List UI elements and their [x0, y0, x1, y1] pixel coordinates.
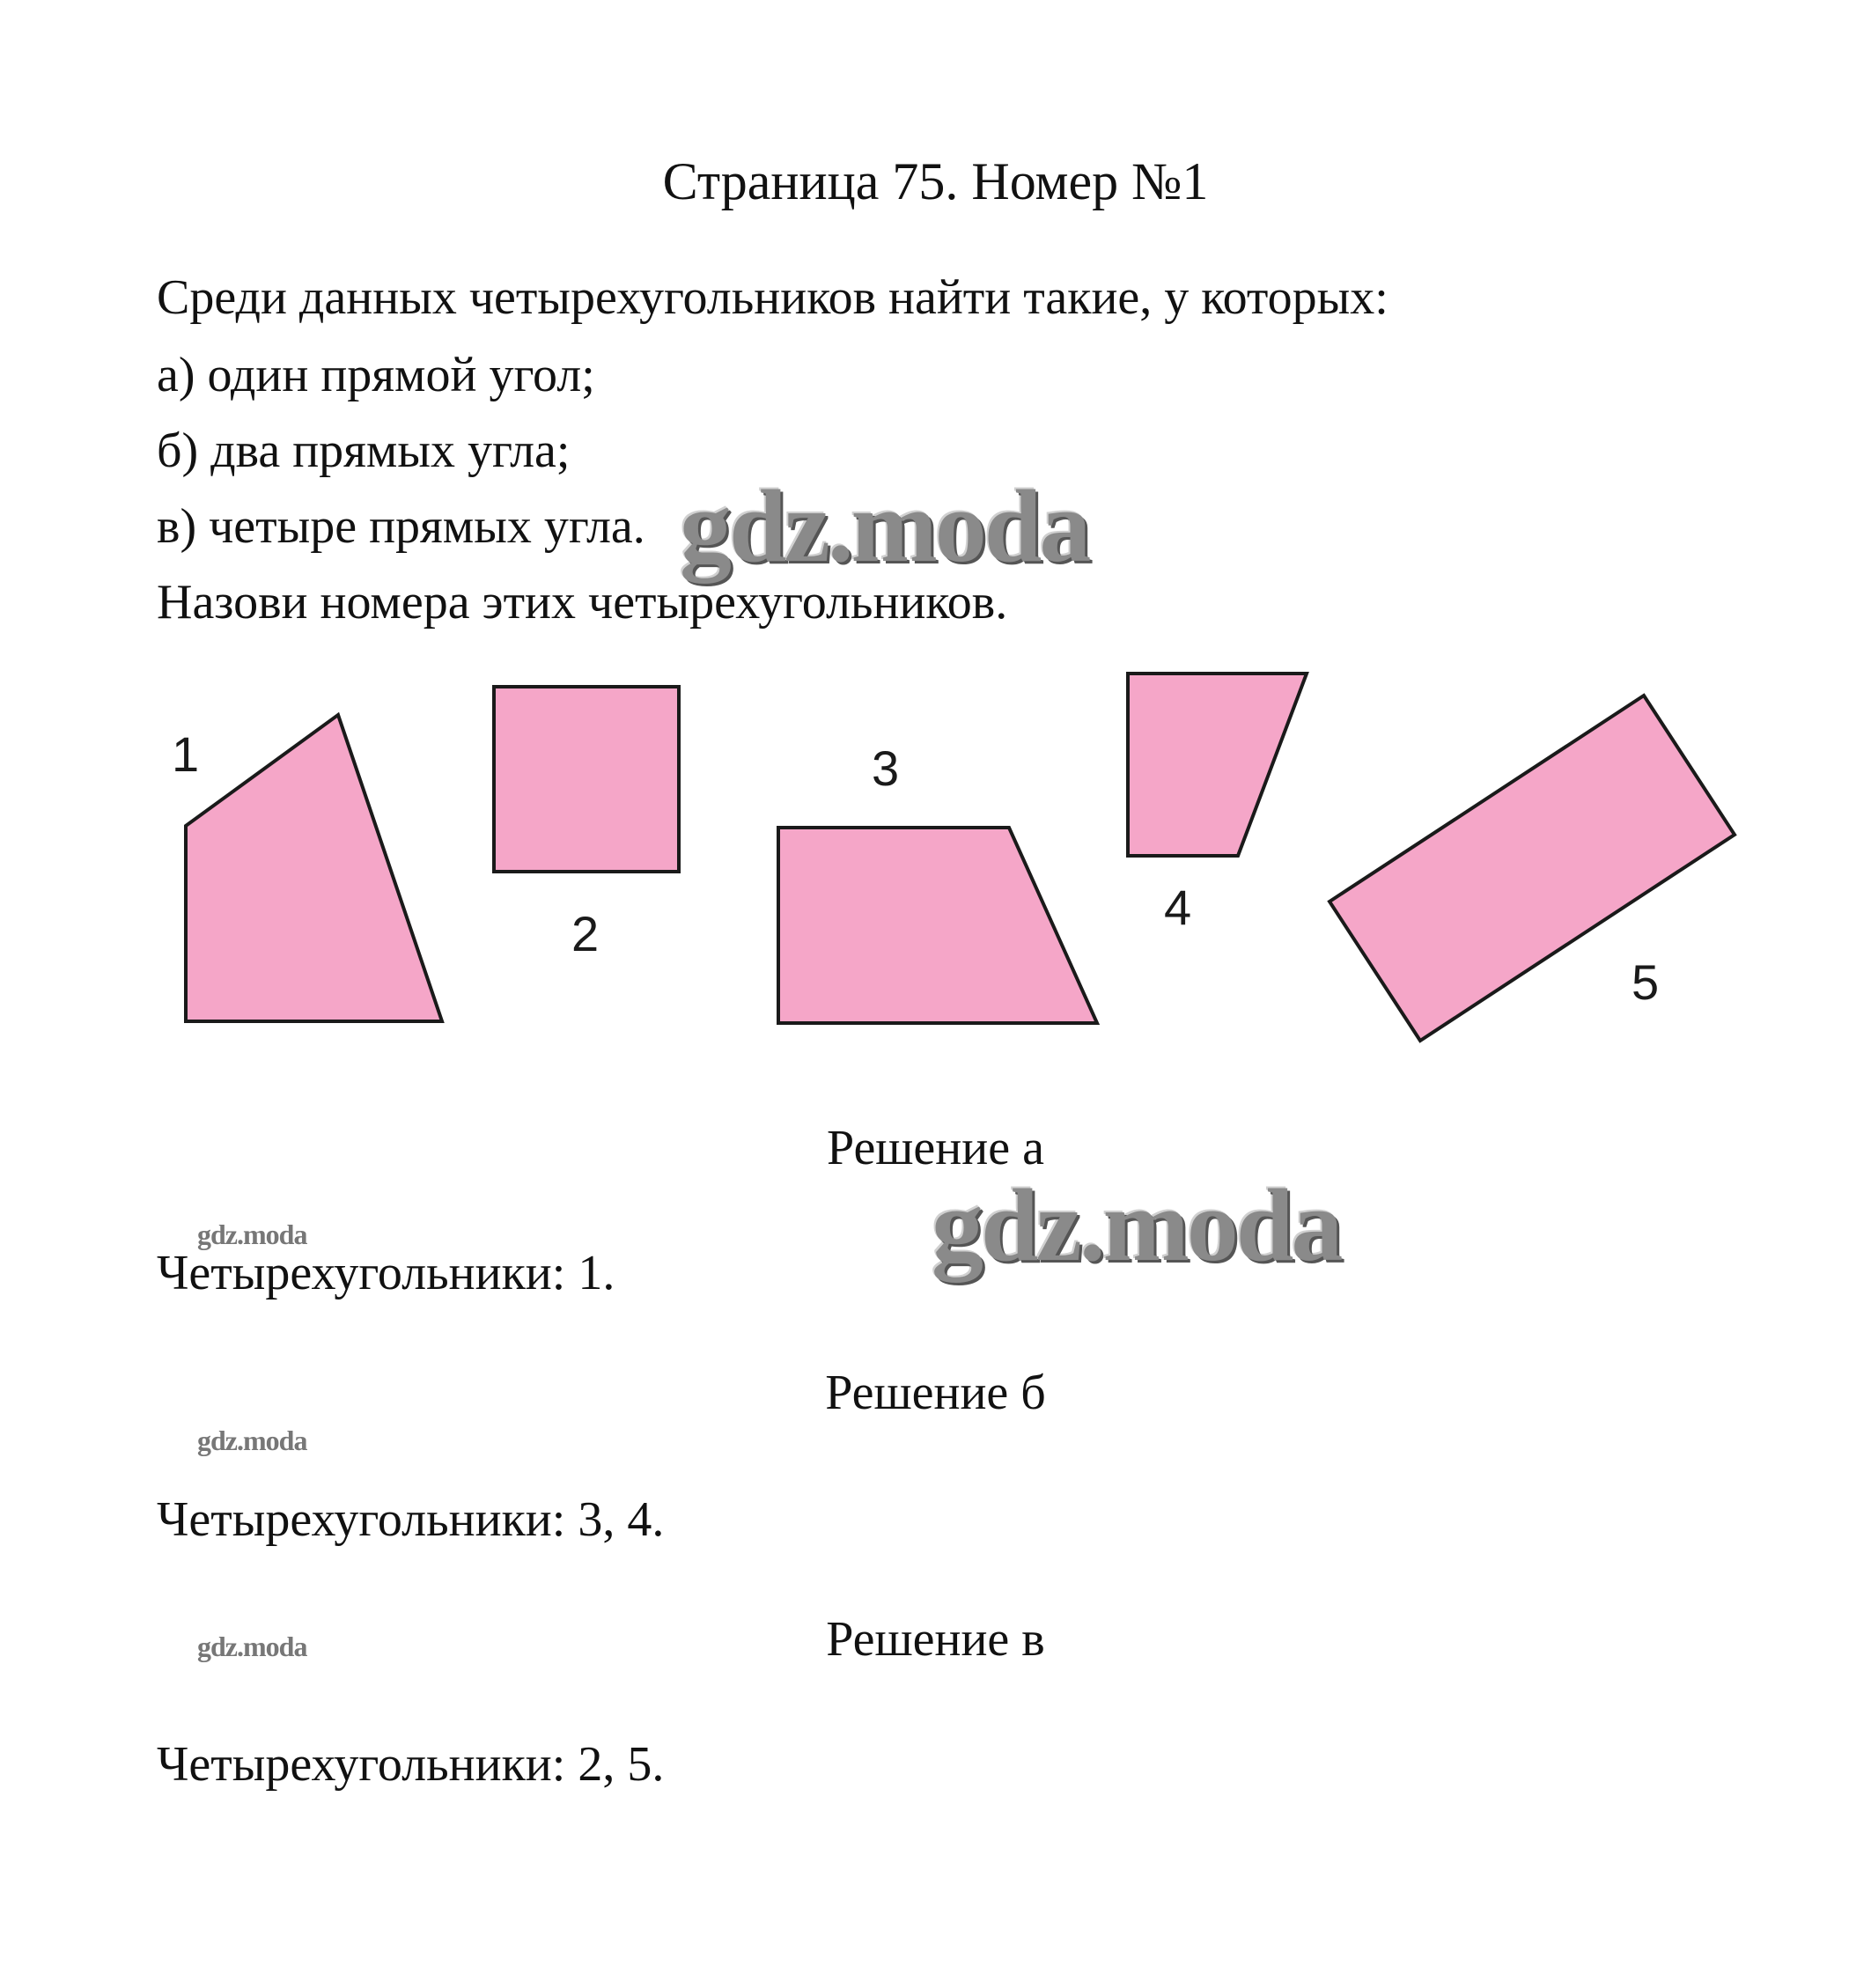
- solution-b-answer: Четырехугольники: 3, 4.: [157, 1492, 665, 1547]
- quadrilateral-4: [1128, 674, 1307, 856]
- solution-a-answer: Четырехугольники: 1.: [157, 1246, 615, 1300]
- solution-b-title: Решение б: [825, 1366, 1046, 1420]
- task-item-a: а) один прямой угол;: [157, 348, 595, 402]
- figure-label-4: 4: [1164, 880, 1192, 935]
- watermark-large-middle: gdz.moda: [932, 1167, 1341, 1283]
- page-header: Страница 75. Номер №1: [662, 152, 1209, 210]
- quadrilateral-3: [778, 828, 1097, 1023]
- solution-a-title: Решение а: [827, 1121, 1044, 1175]
- figure-label-2: 2: [571, 906, 600, 961]
- figure-label-1: 1: [172, 726, 200, 782]
- quadrilateral-1: [186, 715, 442, 1021]
- quadrilateral-2: [494, 687, 679, 872]
- figure-label-3: 3: [872, 740, 900, 796]
- watermark-small-a: gdz.moda: [197, 1219, 307, 1250]
- watermark-large-top: gdz.moda: [680, 468, 1089, 584]
- solution-c-answer: Четырехугольники: 2, 5.: [157, 1737, 665, 1792]
- figure-label-5: 5: [1632, 954, 1660, 1010]
- task-item-b: б) два прямых угла;: [157, 423, 571, 478]
- quadrilaterals-figure: [0, 652, 1871, 1074]
- watermark-small-b: gdz.moda: [197, 1425, 307, 1456]
- task-question: Назови номера этих четырехугольников.: [157, 575, 1008, 630]
- task-item-c: в) четыре прямых угла.: [157, 499, 645, 554]
- task-intro: Среди данных четырехугольников найти такие, у которых:: [157, 270, 1389, 325]
- solution-c-title: Решение в: [826, 1612, 1045, 1667]
- quadrilateral-5: [1330, 696, 1735, 1041]
- watermark-small-c: gdz.moda: [197, 1631, 307, 1662]
